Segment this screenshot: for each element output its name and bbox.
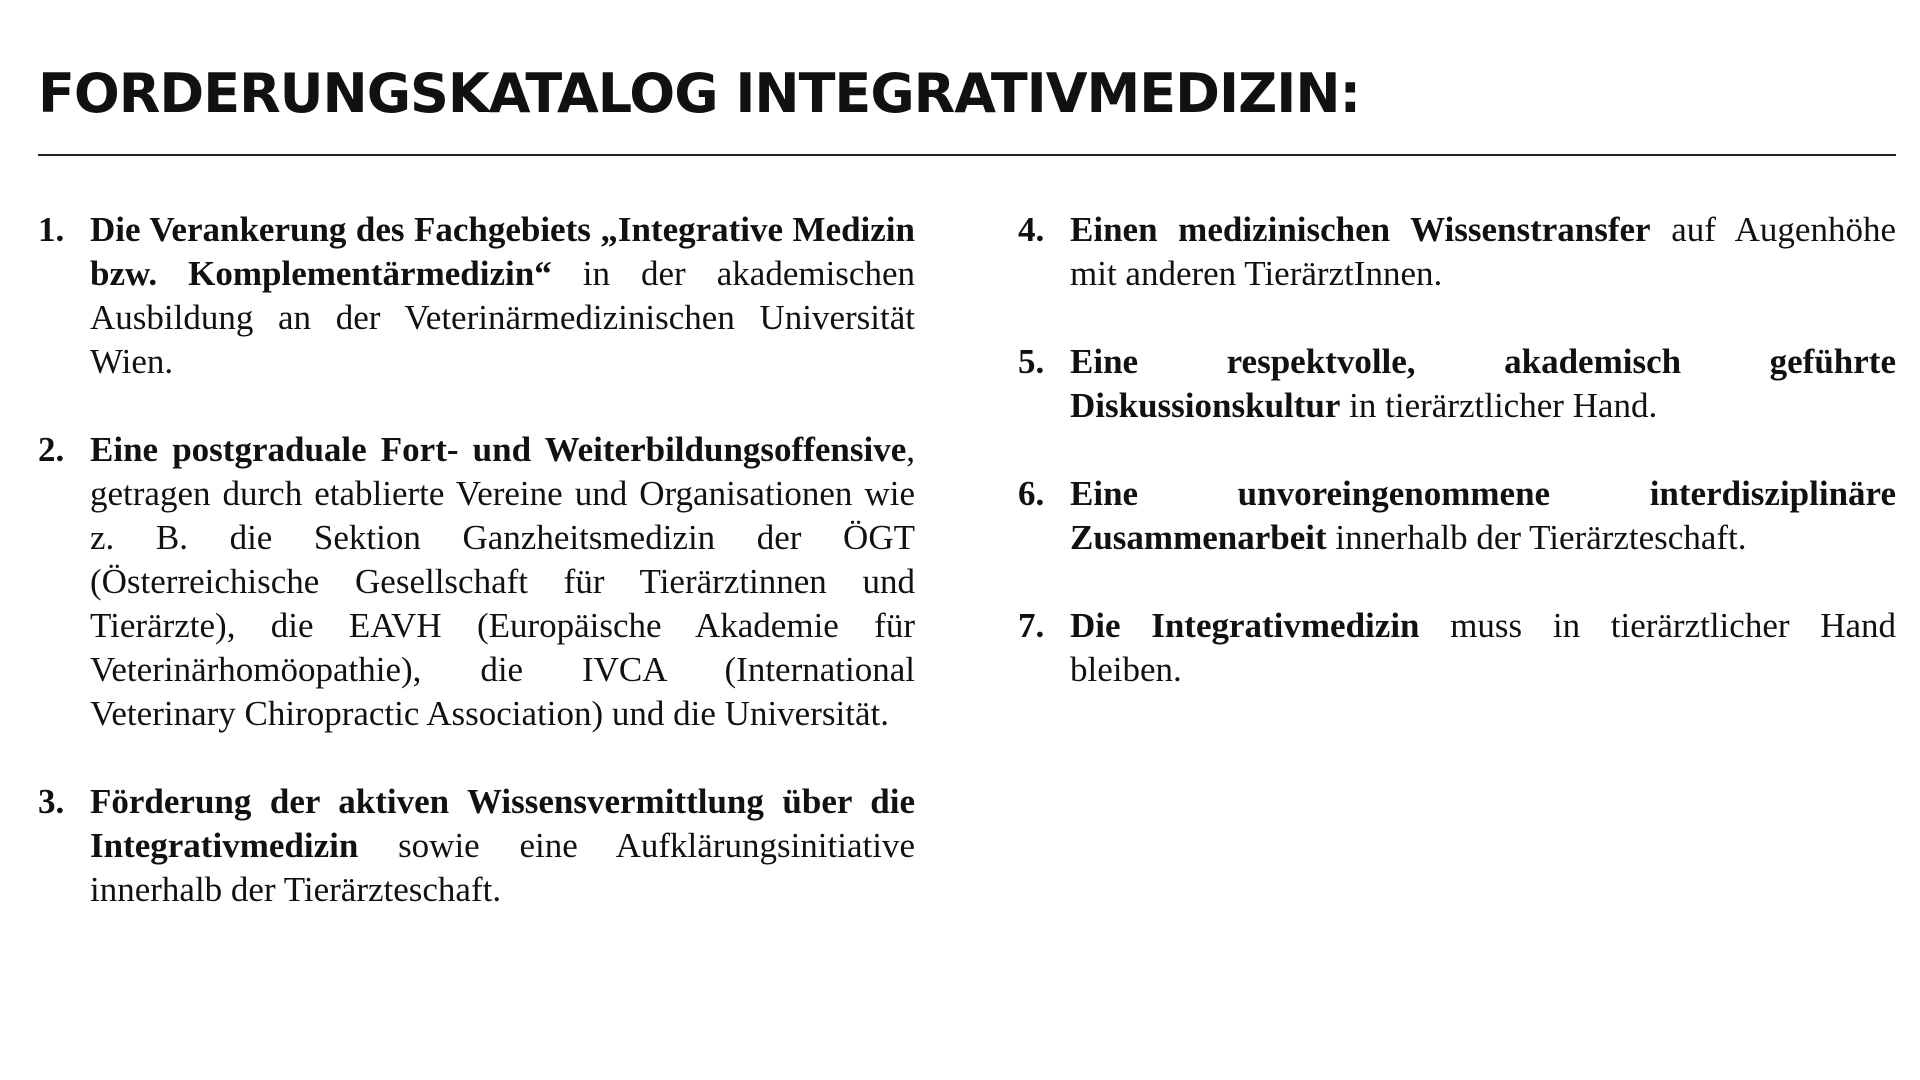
item-number: 3. [38, 782, 65, 821]
item-number: 6. [1018, 474, 1045, 513]
item-number: 4. [1018, 210, 1045, 249]
demand-item-1 [38, 208, 915, 384]
item-heading: Einen medizinischen Wissenstransfer [1070, 210, 1651, 249]
item-text: muss in tierärztlicher Hand bleiben. [1070, 606, 1897, 689]
item-heading: Die Integrativmedizin [1070, 606, 1420, 645]
item-number: 1. [38, 210, 65, 249]
item-text: , getragen durch etablierte Vereine und Organisationen wie z. B. die Sektion Ganzheitsmedizin der ÖGT (Österreichische Gesellschaft für Tierärztinnen und Tierärzte), die EAVH (Europäische Akademie für Veterinärhomöopathie), die IVCA (International Veterinary Chiropractic Association) und die Universität. [90, 430, 915, 733]
item-text: innerhalb der Tierärzteschaft. [1326, 518, 1747, 557]
demand-item-3 [38, 780, 915, 912]
item-heading: Eine postgraduale Fort- und Weiterbildungsoffensive [90, 430, 907, 469]
item-number: 2. [38, 430, 65, 469]
item-text: in der akademischen Ausbildung an der Veterinärmedizinischen Universität Wien. [90, 254, 915, 381]
item-number: 5. [1018, 342, 1045, 381]
item-text: sowie eine Aufklärungsinitiative innerhalb der Tierärzteschaft. [90, 826, 915, 909]
demand-item-2 [38, 428, 915, 736]
demand-item-4 [1018, 208, 1896, 296]
demand-item-5 [1018, 340, 1896, 428]
item-heading: Förderung der aktiven Wissensvermittlung über die Integrativmedizin [90, 782, 915, 865]
demand-item-7 [1018, 604, 1896, 692]
page-title: FORDERUNGSKATALOG INTEGRATIVMEDIZIN: [38, 62, 1361, 125]
item-heading: Eine unvoreingenommene interdisziplinäre Zusammenarbeit [1070, 474, 1896, 557]
demands-list-right-column [1018, 208, 1896, 736]
item-heading: Eine respektvolle, akademisch geführte Diskussionskultur [1070, 342, 1896, 425]
demand-item-6 [1018, 472, 1896, 560]
item-text: auf Augenhöhe mit anderen TierärztInnen. [1070, 210, 1896, 293]
item-heading: Die Verankerung des Fachgebiets „Integrative Medizin bzw. Komplementärmedizin“ [90, 210, 915, 293]
title-divider [38, 154, 1896, 156]
item-text: in tierärztlicher Hand. [1340, 386, 1658, 425]
item-number: 7. [1018, 606, 1045, 645]
demands-list-left-column [38, 208, 915, 956]
